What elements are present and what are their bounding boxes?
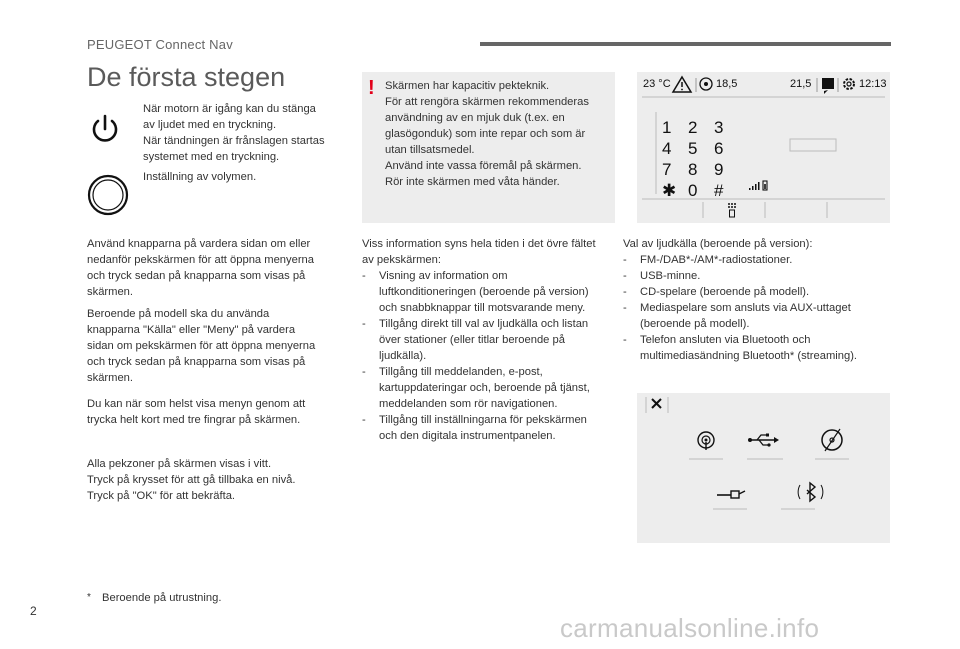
usb-icon[interactable]: [748, 434, 779, 447]
cd-icon[interactable]: [822, 429, 842, 451]
bluetooth-icon[interactable]: [798, 483, 823, 501]
radio-source-icon[interactable]: [698, 432, 714, 450]
list-item: - Tillgång till inställningarna för pekskärmen och den digitala instrumentpanelen.: [362, 412, 622, 444]
messages-icon[interactable]: [822, 78, 834, 94]
footnote-mark: *: [87, 592, 91, 603]
right-list: [623, 252, 913, 364]
page-number: 2: [30, 604, 37, 618]
keypad-key[interactable]: #: [714, 181, 724, 200]
list-item: - USB-minne.: [623, 268, 913, 284]
warning-text: Skärmen har kapacitiv pekteknik. För att rengöra skärmen rekommenderas användning av en mjuk duk (t.ex. en glasögonduk) som inte repar och som är utan tillsatsmedel. Använd inte vassa föremål på skärmen. Rör inte skärmen med våta händer.: [385, 80, 589, 188]
source-icons: [637, 393, 890, 543]
power-icon: [87, 111, 123, 147]
keypad-key[interactable]: 4: [662, 139, 672, 158]
temperature-left[interactable]: 23 °C: [643, 78, 671, 90]
list-item: - Tillgång till meddelanden, e-post, kartuppdateringar och, beroende på tjänst, meddelanden som rör navigationen.: [362, 364, 622, 412]
warning-triangle-icon[interactable]: [673, 77, 691, 92]
left-paragraph-1: Använd knapparna på vardera sidan om eller nedanför pekskärmen för att öppna menyerna och tryck sedan på knapparna som visas på skärmen.: [87, 238, 314, 298]
signal-icon: [749, 182, 760, 190]
keypad-key[interactable]: ✱: [662, 181, 677, 200]
list-item: - CD-spelare (beroende på modell).: [623, 284, 913, 300]
header-bar: [480, 42, 891, 46]
keypad-key[interactable]: 2: [688, 118, 698, 137]
page-title: De första stegen: [87, 62, 286, 92]
footnote: [87, 590, 221, 606]
close-icon[interactable]: [652, 399, 661, 408]
power-description: När motorn är igång kan du stänga av ljudet med en tryckning. När tändningen är frånslagen startas systemet med en tryckning.: [143, 103, 325, 163]
aux-icon[interactable]: [717, 491, 745, 498]
keypad-key[interactable]: 7: [662, 160, 672, 179]
radio-icon[interactable]: [700, 78, 712, 90]
keypad-key[interactable]: 8: [688, 160, 698, 179]
footnote-text: Beroende på utrustning.: [102, 592, 222, 604]
middle-list: [362, 268, 622, 444]
keypad-key[interactable]: 5: [688, 139, 698, 158]
left-paragraph-3: Du kan när som helst visa menyn genom att trycka helt kort med tre fingrar på skärmen.: [87, 398, 306, 426]
list-item: - FM-/DAB*-/AM*-radiostationer.: [623, 252, 913, 268]
list-item: - Visning av information om luftkonditioneringen (beroende på version) och snabbknappar till motsvarande meny.: [362, 268, 622, 316]
header-title: PEUGEOT Connect Nav: [87, 37, 233, 52]
keypad-key[interactable]: 9: [714, 160, 724, 179]
battery-icon: [763, 181, 767, 190]
settings-icon[interactable]: [844, 79, 854, 89]
keypad-key[interactable]: 1: [662, 118, 672, 137]
middle-column: [362, 236, 622, 444]
keypad-menu-icon[interactable]: [728, 203, 736, 217]
middle-intro: Viss information syns hela tiden i det övre fältet av pekskärmen:: [362, 238, 596, 266]
keypad-key[interactable]: 3: [714, 118, 724, 137]
list-item: - Mediaspelare som ansluts via AUX-uttaget (beroende på modell).: [623, 300, 913, 332]
phone-keypad: [662, 117, 740, 201]
list-item: - Telefon ansluten via Bluetooth och multimediasändning Bluetooth* (streaming).: [623, 332, 913, 364]
temperature-right[interactable]: 21,5: [790, 78, 812, 90]
keypad-key[interactable]: 0: [688, 181, 698, 200]
clock: 12:13: [859, 78, 887, 90]
keypad-key[interactable]: 6: [714, 139, 724, 158]
list-item: - Tillgång direkt till val av ljudkälla och listan över stationer (eller titlar beroende på ljudkälla).: [362, 316, 622, 364]
volume-description: Inställning av volymen.: [143, 171, 257, 183]
right-intro: Val av ljudkälla (beroende på version):: [623, 238, 813, 250]
volume-knob-icon: [87, 174, 129, 216]
left-paragraph-4: Alla pekzoner på skärmen visas i vitt. Tryck på krysset för att gå tillbaka en nivå. Tryck på "OK" för att bekräfta.: [87, 458, 296, 502]
radio-frequency: 18,5: [716, 78, 738, 90]
right-column: [623, 236, 913, 364]
watermark: carmanualsonline.info: [560, 613, 820, 643]
warning-icon: !: [368, 77, 375, 99]
left-paragraph-2: Beroende på modell ska du använda knapparna "Källa" eller "Meny" på vardera sidan om pekskärmen för att öppna menyerna och tryck sedan på knapparna som visas på skärmen.: [87, 308, 316, 384]
